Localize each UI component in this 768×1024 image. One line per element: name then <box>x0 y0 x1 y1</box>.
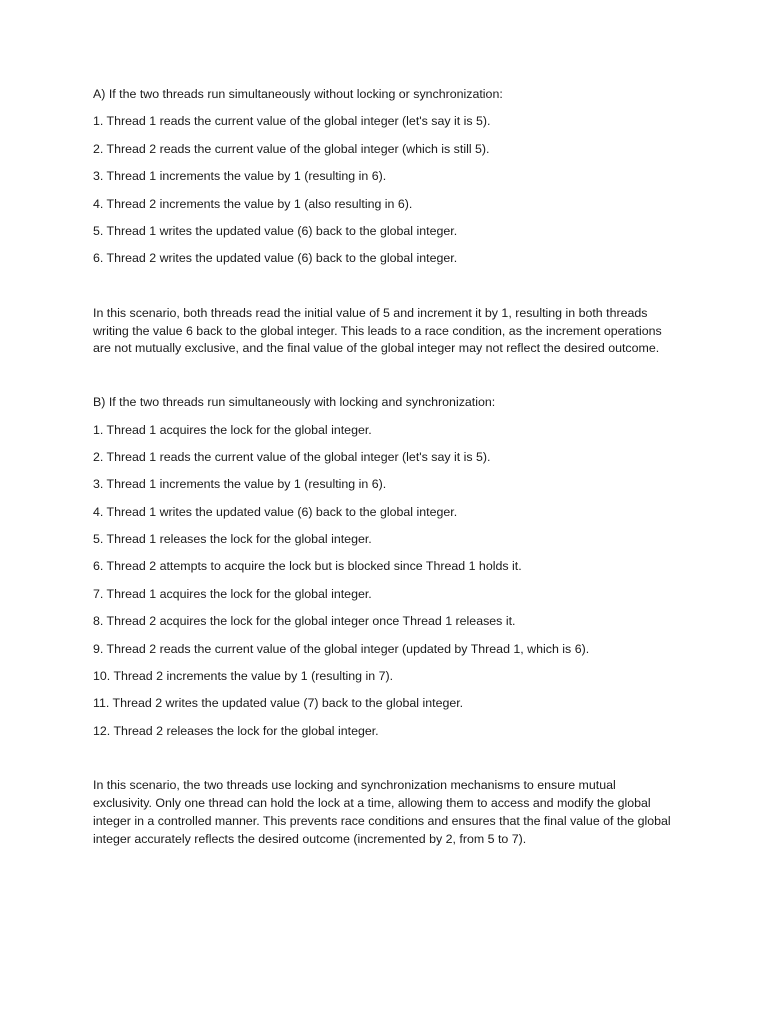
spacer <box>93 750 675 777</box>
section-b <box>93 394 675 848</box>
spacer <box>93 358 675 394</box>
section-b-step: 9. Thread 2 reads the current value of the global integer (updated by Thread 1, which is 6). <box>93 641 590 656</box>
section-a-step: 5. Thread 1 writes the updated value (6) back to the global integer. <box>93 223 458 238</box>
section-b-step: 7. Thread 1 acquires the lock for the global integer. <box>93 586 372 601</box>
section-b-heading: B) If the two threads run simultaneously with locking and synchronization: <box>93 395 496 410</box>
section-b-step: 1. Thread 1 acquires the lock for the global integer. <box>93 422 372 437</box>
section-a-heading: A) If the two threads run simultaneously without locking or synchronization: <box>93 87 503 101</box>
section-b-step: 6. Thread 2 attempts to acquire the lock but is blocked since Thread 1 holds it. <box>93 559 522 574</box>
section-b-step: 2. Thread 1 reads the current value of the global integer (let's say it is 5). <box>93 449 491 464</box>
section-a-step: 4. Thread 2 increments the value by 1 (also resulting in 6). <box>93 196 413 211</box>
section-b-step: 10. Thread 2 increments the value by 1 (resulting in 7). <box>93 669 394 684</box>
section-b-step: 3. Thread 1 increments the value by 1 (resulting in 6). <box>93 477 387 492</box>
section-b-step: 8. Thread 2 acquires the lock for the global integer once Thread 1 releases it. <box>93 614 516 629</box>
section-b-step: 12. Thread 2 releases the lock for the global integer. <box>93 723 379 738</box>
section-b-step: 5. Thread 1 releases the lock for the global integer. <box>93 532 372 547</box>
section-a-step: 2. Thread 2 reads the current value of the global integer (which is still 5). <box>93 141 490 156</box>
spacer <box>93 278 675 305</box>
section-a-step: 1. Thread 1 reads the current value of the global integer (let's say it is 5). <box>93 114 491 129</box>
section-b-step: 4. Thread 1 writes the updated value (6) back to the global integer. <box>93 504 458 519</box>
section-b-step: 11. Thread 2 writes the updated value (7) back to the global integer. <box>93 696 464 711</box>
section-a-step: 6. Thread 2 writes the updated value (6) back to the global integer. <box>93 251 458 266</box>
section-b-summary: In this scenario, the two threads use locking and synchronization mechanisms to ensure mutual exclusivity. Only one thread can hold the lock at a time, allowing them to access and modify the global integer in a controlled manner. This prevents race conditions and ensures that the final value of the global integer accurately reflects the desired outcome (incremented by 2, from 5 to 7). <box>93 778 671 846</box>
document-page <box>93 86 675 848</box>
section-a <box>93 86 675 358</box>
section-a-summary: In this scenario, both threads read the initial value of 5 and increment it by 1, resulting in both threads writing the value 6 back to the global integer. This leads to a race condition, as the increment operations are not mutually exclusive, and the final value of the global integer may not reflect the desired outcome. <box>93 305 662 356</box>
section-a-step: 3. Thread 1 increments the value by 1 (resulting in 6). <box>93 169 387 184</box>
